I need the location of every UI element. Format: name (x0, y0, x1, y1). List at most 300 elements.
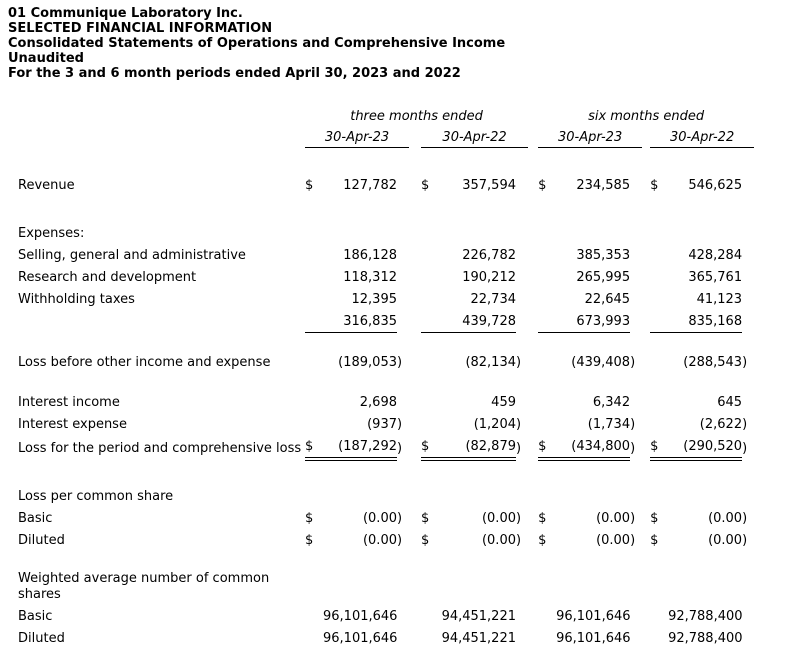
cell-value: 22,734 (470, 291, 516, 307)
column-gap (642, 435, 650, 459)
cell-currency (538, 627, 556, 649)
cell-value: 316,835 (323, 310, 397, 333)
row-label: Research and development (18, 269, 197, 285)
column-gap (409, 391, 421, 413)
column-gap (642, 244, 650, 266)
cell-paren (516, 605, 528, 627)
cell-currency (650, 605, 668, 627)
cell-paren (742, 391, 754, 413)
cell-paren (397, 605, 409, 627)
cell-currency (421, 605, 439, 627)
cell-value: (189,053 (338, 354, 397, 370)
cell-currency (421, 413, 439, 435)
row-label: Withholding taxes (18, 291, 135, 307)
cell-value: (82,134 (465, 354, 516, 370)
cell-value: (1,204 (473, 416, 516, 432)
column-gap (528, 507, 538, 529)
cell-paren: ) (630, 440, 636, 456)
cell-value: 22,645 (584, 291, 631, 307)
report-type: SELECTED FINANCIAL INFORMATION (8, 21, 273, 36)
spacer-cell (18, 147, 758, 174)
cell-value (668, 569, 742, 605)
cell-paren: ) (742, 532, 748, 548)
cell-currency (538, 310, 556, 333)
cell-currency (650, 288, 668, 310)
column-gap (528, 435, 538, 459)
cell-currency (650, 266, 668, 288)
cell-paren (397, 266, 409, 288)
cell-currency (538, 266, 556, 288)
cell-value: 357,594 (462, 177, 516, 193)
cell-value: 439,728 (439, 310, 516, 333)
row-interest-expense (18, 413, 758, 435)
row-label: Loss for the period and comprehensive loss (18, 440, 302, 456)
column-gap (642, 174, 650, 196)
date-header: 30-Apr-22 (421, 125, 528, 147)
cell-paren (397, 310, 409, 333)
cell-paren (516, 485, 528, 507)
cell-value: (434,800 (556, 435, 630, 459)
cell-paren (742, 569, 754, 605)
column-gap (642, 605, 650, 627)
table-body (18, 147, 758, 649)
column-gap (528, 569, 538, 605)
cell-value: (290,520 (668, 435, 742, 459)
spacer-row (18, 196, 758, 222)
cell-currency (421, 244, 439, 266)
cell-value: (288,543 (683, 354, 743, 370)
row-total-expenses (18, 310, 758, 333)
column-gap (642, 507, 650, 529)
spacer-cell (18, 373, 758, 391)
cell-value: 96,101,646 (323, 608, 397, 624)
cell-paren: ) (516, 440, 522, 456)
spacer-cell (18, 332, 758, 351)
cell-value: 96,101,646 (556, 630, 631, 646)
cell-currency (538, 569, 556, 605)
cell-currency (650, 413, 668, 435)
column-gap (642, 288, 650, 310)
cell-currency (650, 222, 668, 244)
cell-currency (650, 391, 668, 413)
cell-value: (0.00 (481, 532, 516, 548)
cell-value: 96,101,646 (556, 608, 631, 624)
cell-paren (397, 627, 409, 649)
column-gap (409, 507, 421, 529)
cell-currency: $ (650, 532, 659, 548)
cell-paren (742, 288, 754, 310)
column-gap (528, 288, 538, 310)
cell-value: 6,342 (592, 394, 631, 410)
cell-value: (439,408 (571, 354, 631, 370)
cell-value: 645 (717, 394, 743, 410)
cell-value: 2,698 (359, 394, 397, 410)
date-header: 30-Apr-23 (538, 125, 642, 147)
row-label: Loss per common share (18, 488, 174, 504)
row-weighted-avg-diluted (18, 627, 758, 649)
cell-value (556, 485, 630, 507)
column-gap (642, 529, 650, 551)
cell-currency: $ (305, 532, 314, 548)
column-gap (409, 222, 421, 244)
spacer-row (18, 332, 758, 351)
row-loss-per-share-basic (18, 507, 758, 529)
cell-currency (421, 222, 439, 244)
column-gap (409, 569, 421, 605)
date-header: 30-Apr-23 (305, 125, 409, 147)
cell-value: 94,451,221 (441, 630, 516, 646)
cell-currency: $ (421, 510, 430, 526)
cell-value: (187,292 (323, 435, 397, 459)
cell-currency (538, 351, 556, 373)
cell-currency (305, 605, 323, 627)
column-gap (409, 627, 421, 649)
row-loss-per-share-diluted (18, 529, 758, 551)
cell-paren (516, 391, 528, 413)
column-gap (754, 435, 758, 459)
cell-paren (742, 485, 754, 507)
cell-currency (538, 413, 556, 435)
cell-paren (630, 266, 642, 288)
cell-paren (516, 627, 528, 649)
cell-currency: $ (305, 177, 314, 193)
row-net-loss (18, 435, 758, 459)
cell-currency: $ (538, 177, 547, 193)
column-gap (642, 413, 650, 435)
cell-paren: ) (630, 532, 636, 548)
column-gap (754, 529, 758, 551)
cell-paren: ) (742, 510, 748, 526)
cell-value: 546,625 (688, 177, 743, 193)
spacer-cell (18, 196, 758, 222)
header-spacer (18, 103, 305, 125)
cell-paren (397, 174, 409, 196)
cell-paren (630, 288, 642, 310)
cell-currency: $ (305, 510, 314, 526)
row-label: Basic (18, 510, 53, 526)
cell-paren: ) (397, 510, 403, 526)
cell-paren (742, 310, 754, 333)
cell-currency (538, 244, 556, 266)
row-label: Loss before other income and expense (18, 354, 271, 370)
cell-value: 673,993 (556, 310, 630, 333)
table-header (18, 103, 758, 147)
header-spacer (528, 103, 538, 125)
cell-paren: ) (397, 532, 403, 548)
row-label: Interest income (18, 394, 120, 410)
column-gap (754, 627, 758, 649)
cell-currency: $ (421, 532, 430, 548)
cell-currency (650, 310, 668, 333)
header-spacer (409, 125, 421, 147)
cell-value (323, 569, 397, 605)
spacer-row (18, 459, 758, 485)
column-gap (528, 485, 538, 507)
cell-value: 428,284 (688, 247, 743, 263)
cell-currency (305, 244, 323, 266)
cell-currency (538, 605, 556, 627)
cell-paren (516, 288, 528, 310)
cell-value: 265,995 (576, 269, 631, 285)
column-gap (409, 485, 421, 507)
cell-value: (0.00 (708, 510, 743, 526)
header-spacer (528, 125, 538, 147)
row-selling-general-admin (18, 244, 758, 266)
cell-currency: $ (305, 435, 323, 459)
cell-paren: ) (742, 354, 748, 370)
cell-value: 190,212 (462, 269, 516, 285)
company-name: 01 Communique Laboratory Inc. (8, 6, 243, 21)
report-header (8, 6, 795, 81)
cell-paren: ) (397, 354, 403, 370)
cell-paren (742, 605, 754, 627)
cell-value: (1,734 (587, 416, 631, 432)
cell-paren (397, 391, 409, 413)
period-description: For the 3 and 6 month periods ended April 30, 2023 and 2022 (8, 66, 461, 81)
cell-value (668, 485, 742, 507)
cell-value: (0.00 (362, 510, 397, 526)
cell-paren: ) (516, 510, 522, 526)
column-gap (754, 222, 758, 244)
cell-currency (421, 391, 439, 413)
cell-paren: ) (516, 532, 522, 548)
column-gap (754, 569, 758, 605)
cell-currency (421, 351, 439, 373)
cell-currency (305, 485, 323, 507)
cell-currency (305, 627, 323, 649)
column-gap (409, 266, 421, 288)
spacer-row (18, 147, 758, 174)
cell-value: (0.00 (596, 532, 631, 548)
cell-value (556, 569, 630, 605)
cell-paren: ) (516, 416, 522, 432)
cell-paren (397, 485, 409, 507)
cell-value: (0.00 (481, 510, 516, 526)
cell-currency (650, 351, 668, 373)
cell-currency: $ (538, 435, 556, 459)
cell-currency (305, 288, 323, 310)
cell-paren (397, 244, 409, 266)
cell-currency (650, 485, 668, 507)
row-weighted-avg-shares-header (18, 569, 758, 605)
cell-currency (305, 391, 323, 413)
cell-value: 186,128 (343, 247, 397, 263)
cell-currency (538, 485, 556, 507)
row-withholding-taxes (18, 288, 758, 310)
cell-paren (397, 222, 409, 244)
cell-currency (421, 485, 439, 507)
cell-paren (516, 266, 528, 288)
column-gap (409, 174, 421, 196)
cell-value: (0.00 (596, 510, 631, 526)
cell-value (556, 222, 630, 244)
column-gap (409, 413, 421, 435)
cell-paren: ) (630, 510, 636, 526)
row-label: Basic (18, 608, 53, 624)
column-gap (754, 605, 758, 627)
column-gap (642, 627, 650, 649)
cell-currency: $ (538, 510, 547, 526)
cell-currency (650, 627, 668, 649)
cell-value: 385,353 (576, 247, 631, 263)
row-loss-per-share-header (18, 485, 758, 507)
statement-title: Consolidated Statements of Operations and Comprehensive Income (8, 36, 506, 51)
cell-paren (630, 569, 642, 605)
cell-currency (421, 288, 439, 310)
column-gap (528, 413, 538, 435)
audit-status: Unaudited (8, 51, 84, 66)
cell-paren (397, 288, 409, 310)
cell-value: 94,451,221 (441, 608, 516, 624)
cell-value (439, 485, 516, 507)
header-spacer (18, 125, 305, 147)
cell-paren (742, 174, 754, 196)
row-label: Diluted (18, 532, 65, 548)
column-gap (754, 174, 758, 196)
row-label: Diluted (18, 630, 65, 646)
cell-value: 92,788,400 (668, 630, 743, 646)
header-spacer (754, 103, 758, 125)
cell-paren: ) (630, 416, 636, 432)
cell-currency: $ (421, 177, 430, 193)
cell-paren (630, 391, 642, 413)
cell-paren: ) (742, 416, 748, 432)
column-gap (409, 529, 421, 551)
cell-value (439, 222, 516, 244)
cell-value: 96,101,646 (323, 630, 397, 646)
cell-paren (630, 485, 642, 507)
cell-currency (305, 222, 323, 244)
cell-paren: ) (397, 440, 403, 456)
cell-value: 459 (491, 394, 516, 410)
cell-paren (630, 174, 642, 196)
column-gap (754, 310, 758, 333)
column-gap (528, 391, 538, 413)
column-gap (754, 485, 758, 507)
column-gap (642, 569, 650, 605)
cell-paren: ) (630, 354, 636, 370)
period-group-row (18, 103, 758, 125)
cell-paren: ) (397, 416, 403, 432)
cell-value: (0.00 (362, 532, 397, 548)
cell-currency (421, 266, 439, 288)
spacer-cell (18, 551, 758, 569)
cell-paren (630, 605, 642, 627)
cell-currency (305, 266, 323, 288)
date-header-row (18, 125, 758, 147)
column-gap (754, 244, 758, 266)
column-gap (528, 266, 538, 288)
row-expenses-header (18, 222, 758, 244)
cell-paren (516, 222, 528, 244)
column-gap (409, 310, 421, 333)
column-gap (754, 413, 758, 435)
row-label: Revenue (18, 177, 75, 193)
column-gap (754, 351, 758, 373)
cell-paren (630, 244, 642, 266)
cell-value: (0.00 (708, 532, 743, 548)
column-gap (528, 222, 538, 244)
column-gap (528, 310, 538, 333)
column-gap (528, 174, 538, 196)
cell-value (668, 222, 742, 244)
cell-value: 234,585 (576, 177, 631, 193)
cell-paren (630, 310, 642, 333)
row-weighted-avg-basic (18, 605, 758, 627)
cell-paren (742, 627, 754, 649)
cell-paren (742, 222, 754, 244)
column-gap (642, 266, 650, 288)
cell-value: 41,123 (696, 291, 743, 307)
column-gap (528, 529, 538, 551)
cell-paren (516, 174, 528, 196)
column-gap (642, 222, 650, 244)
cell-currency (305, 351, 323, 373)
cell-currency: $ (650, 510, 659, 526)
cell-value: 92,788,400 (668, 608, 743, 624)
row-research-development (18, 266, 758, 288)
cell-value: 127,782 (343, 177, 397, 193)
cell-paren (516, 569, 528, 605)
cell-value: 226,782 (462, 247, 516, 263)
cell-currency (650, 569, 668, 605)
column-gap (528, 244, 538, 266)
column-gap (409, 288, 421, 310)
cell-value: 365,761 (688, 269, 743, 285)
column-gap (409, 351, 421, 373)
cell-value: (937 (367, 416, 397, 432)
row-label: Selling, general and administrative (18, 247, 246, 263)
cell-currency (538, 222, 556, 244)
header-spacer (754, 125, 758, 147)
period-header-six-months: six months ended (588, 109, 705, 124)
spacer-cell (18, 459, 758, 485)
row-label: Weighted average number of common shares (18, 570, 270, 602)
cell-value: 118,312 (343, 269, 397, 285)
column-gap (642, 391, 650, 413)
cell-paren (397, 569, 409, 605)
financial-statement-table (18, 103, 758, 649)
cell-currency: $ (421, 435, 439, 459)
column-gap (642, 351, 650, 373)
cell-value (439, 569, 516, 605)
cell-paren (516, 244, 528, 266)
cell-currency (650, 244, 668, 266)
row-label: Interest expense (18, 416, 127, 432)
row-label: Expenses: (18, 225, 85, 241)
column-gap (409, 244, 421, 266)
cell-value: 12,395 (351, 291, 397, 307)
spacer-row (18, 551, 758, 569)
header-spacer (642, 125, 650, 147)
cell-currency (305, 310, 323, 333)
cell-paren: ) (516, 354, 522, 370)
cell-paren (516, 310, 528, 333)
cell-currency (305, 413, 323, 435)
cell-currency: $ (650, 177, 659, 193)
cell-currency (538, 288, 556, 310)
cell-value (323, 485, 397, 507)
column-gap (754, 507, 758, 529)
column-gap (754, 266, 758, 288)
row-revenue (18, 174, 758, 196)
column-gap (754, 391, 758, 413)
column-gap (409, 435, 421, 459)
row-loss-before-other-income (18, 351, 758, 373)
cell-paren: ) (742, 440, 748, 456)
column-gap (754, 288, 758, 310)
date-header: 30-Apr-22 (650, 125, 754, 147)
